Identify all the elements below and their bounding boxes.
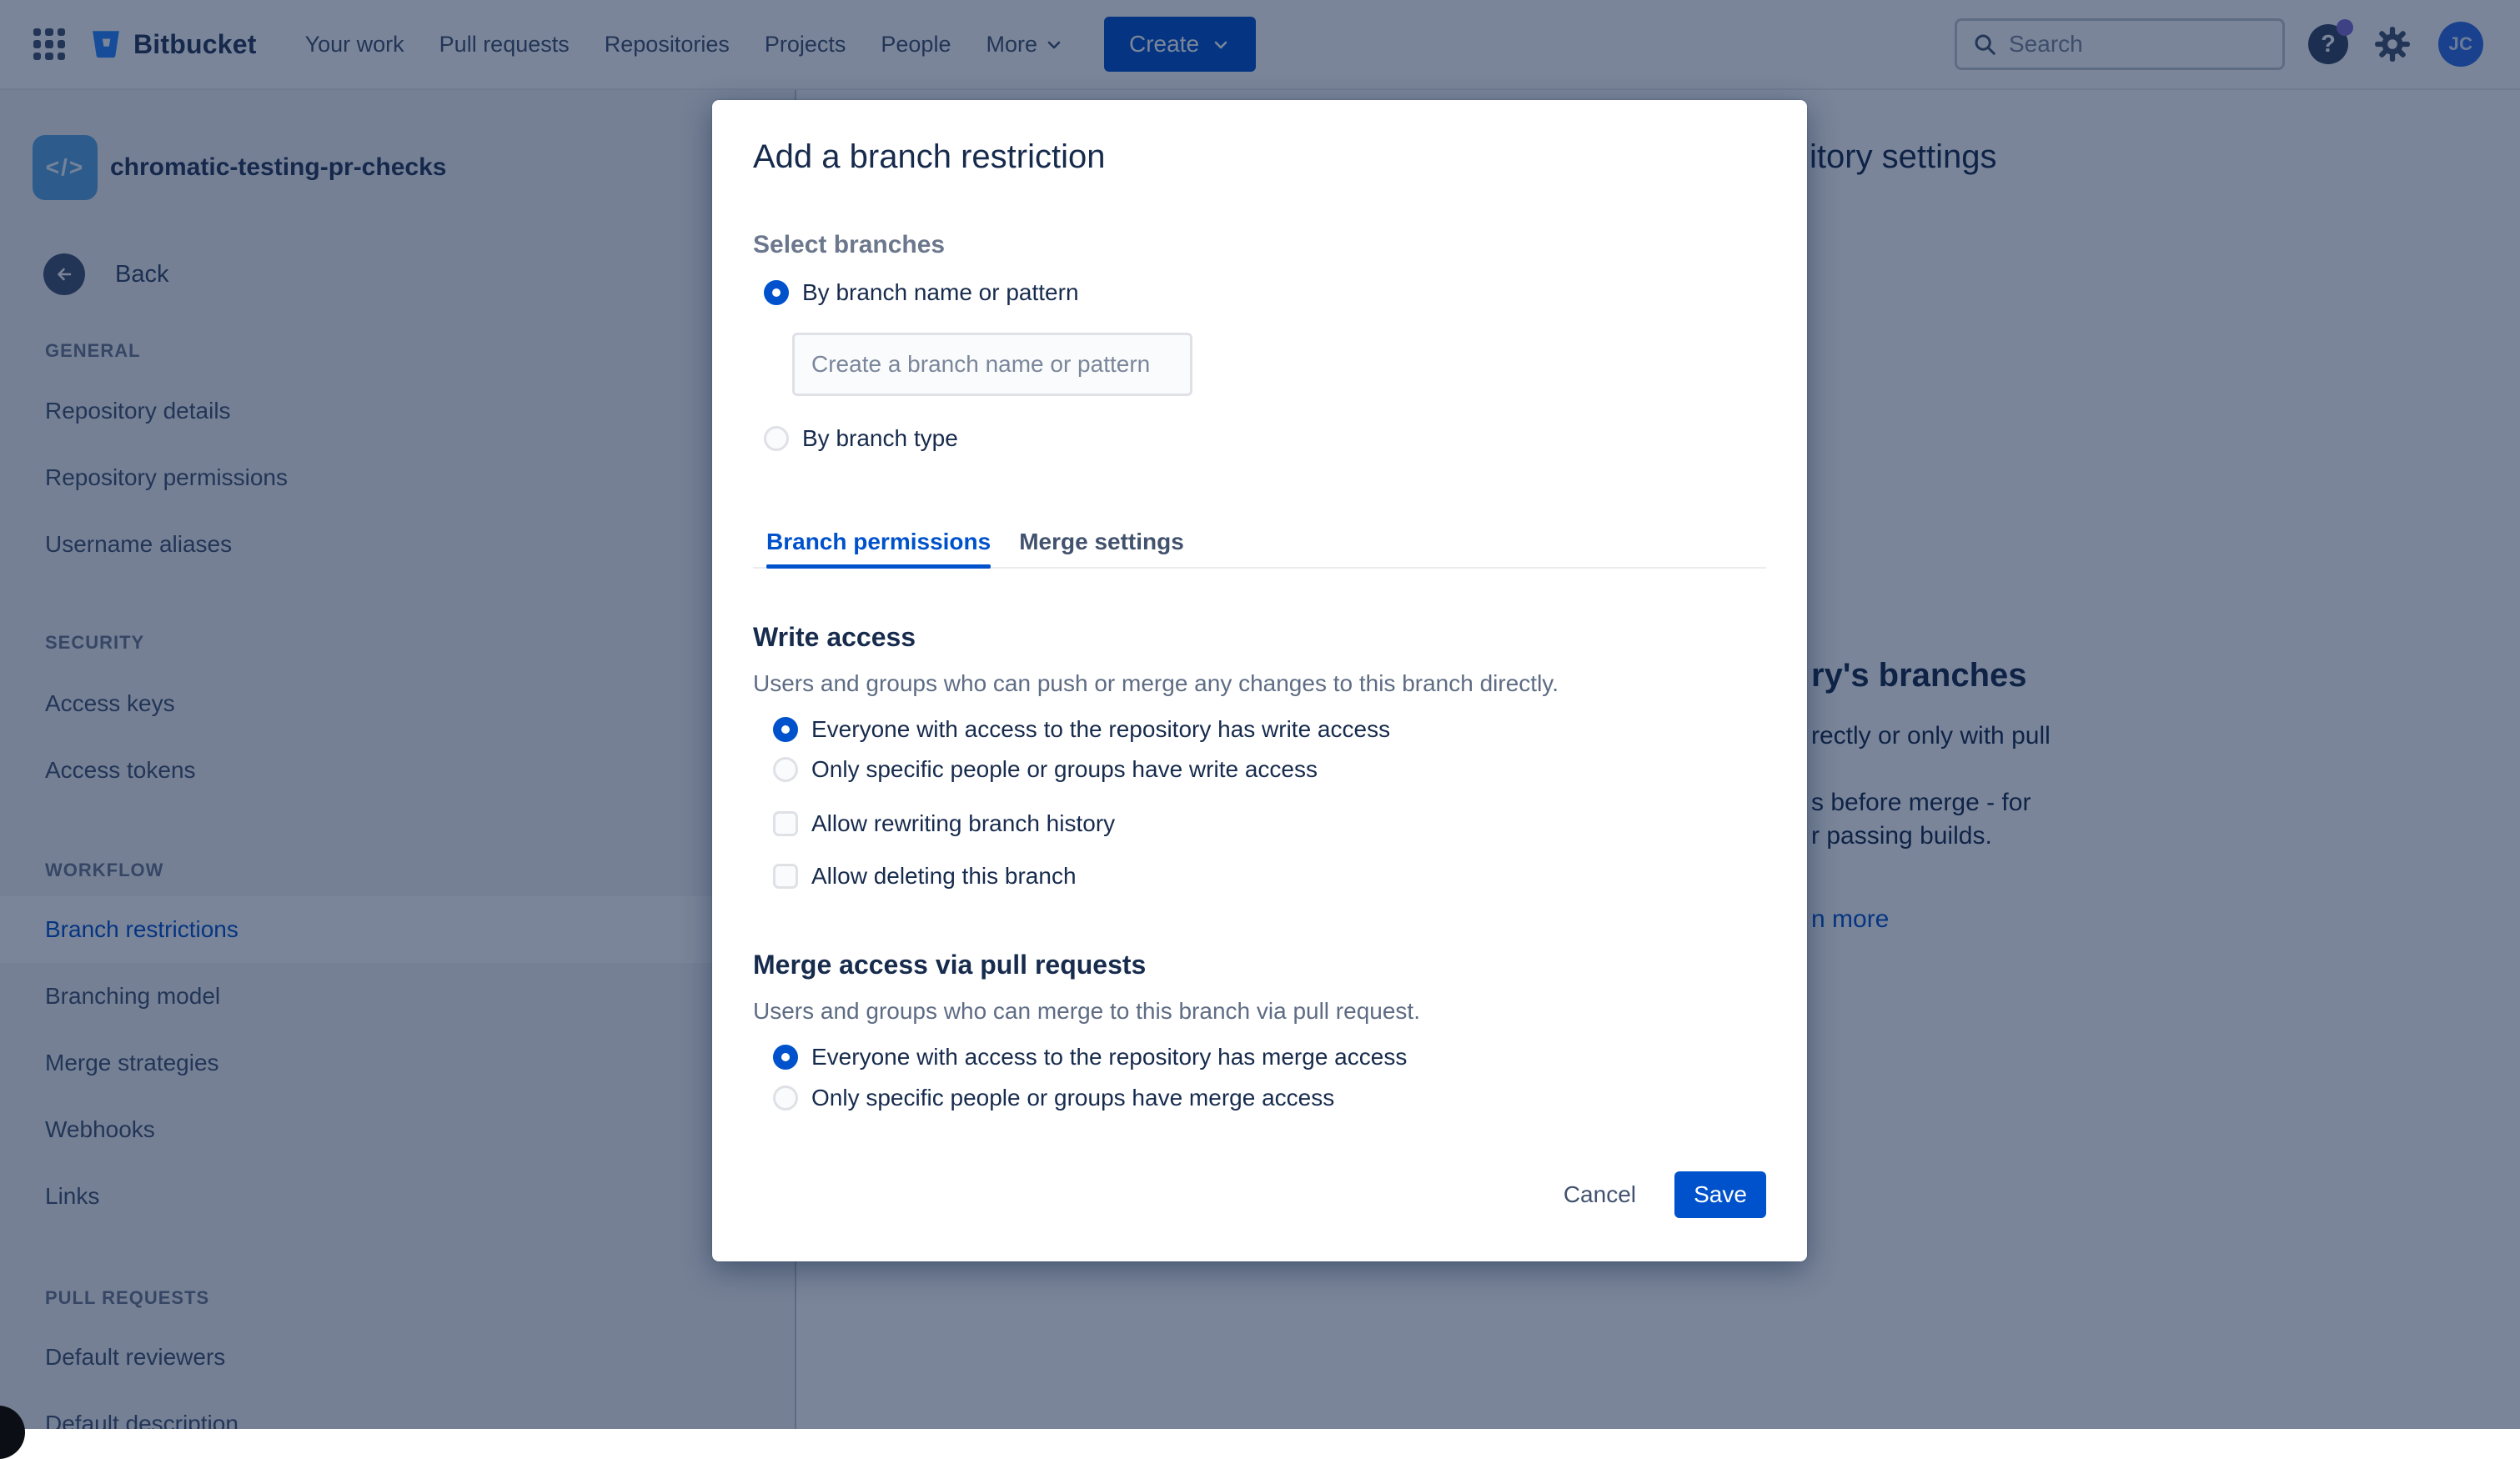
radio-icon [773, 1045, 798, 1070]
select-branches-label: Select branches [753, 231, 946, 258]
radio-by-branch-type[interactable] [764, 424, 1766, 454]
modal-title: Add a branch restriction [753, 138, 1106, 175]
radio-label: Everyone with access to the repository has merge access [811, 1044, 1408, 1070]
radio-specific-merge-access[interactable] [773, 1083, 1766, 1113]
write-access-heading: Write access [753, 622, 916, 652]
radio-icon [773, 757, 798, 782]
merge-access-description: Users and groups who can merge to this branch via pull request. [753, 998, 1420, 1024]
checkbox-allow-deleting-branch[interactable] [773, 861, 1766, 891]
radio-label: Only specific people or groups have write access [811, 756, 1318, 782]
radio-icon [764, 280, 789, 305]
cancel-button[interactable]: Cancel [1544, 1171, 1656, 1218]
radio-label: Everyone with access to the repository has write access [811, 716, 1391, 742]
tab-branch-permissions[interactable]: Branch permissions [766, 529, 991, 567]
radio-by-branch-name[interactable] [764, 278, 1766, 308]
radio-everyone-write-access[interactable] [773, 714, 1766, 745]
tab-merge-settings[interactable]: Merge settings [1019, 529, 1184, 554]
radio-everyone-merge-access[interactable] [773, 1042, 1766, 1072]
merge-access-heading: Merge access via pull requests [753, 950, 1147, 980]
radio-icon [764, 426, 789, 451]
modal-footer [1544, 1171, 1766, 1218]
add-branch-restriction-modal [712, 100, 1807, 1261]
write-access-description: Users and groups who can push or merge any changes to this branch directly. [753, 670, 1559, 696]
radio-label: By branch type [802, 425, 958, 451]
checkbox-icon [773, 811, 798, 836]
modal-tabs [753, 529, 1766, 569]
radio-icon [773, 1085, 798, 1111]
save-button[interactable]: Save [1674, 1171, 1766, 1218]
radio-label: By branch name or pattern [802, 279, 1079, 305]
radio-label: Only specific people or groups have merge access [811, 1085, 1335, 1111]
checkbox-label: Allow deleting this branch [811, 863, 1077, 889]
branch-pattern-input[interactable] [792, 333, 1192, 396]
radio-specific-write-access[interactable] [773, 755, 1766, 785]
checkbox-allow-rewriting-history[interactable] [773, 809, 1766, 839]
checkbox-label: Allow rewriting branch history [811, 810, 1116, 836]
checkbox-icon [773, 864, 798, 889]
radio-icon [773, 717, 798, 742]
